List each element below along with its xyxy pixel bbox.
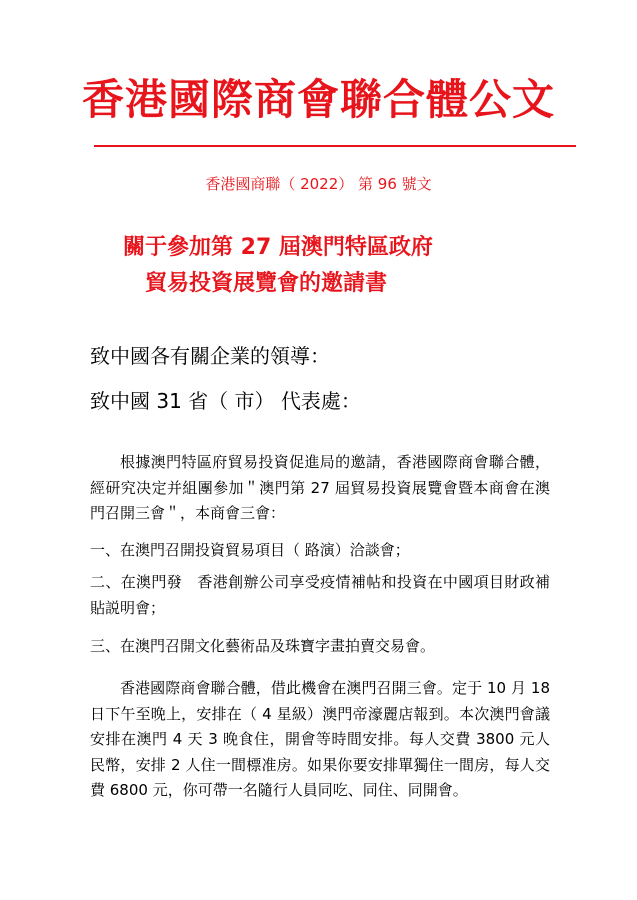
document-number: 香港國商聯（ 2022） 第 96 號文 [205,175,432,193]
agenda-item-2 [90,570,550,621]
agenda-item-3 [90,634,550,660]
subject-line-1: 關于參加第 27 屆澳門特區政府 [123,235,433,260]
agenda-item-1 [90,538,550,564]
agenda-item-text: 三、在澳門召開文化藝術品及珠寶字畫拍賣交易會。 [90,637,436,655]
intro-text: 根據澳門特區府貿易投資促進局的邀請，香港國際商會聯合體，經研究决定并組團參加＂澳門第 27 屆貿易投資展覽會暨本商會在澳門召開三會＂，本商會三會： [90,453,550,522]
agenda-item-text: 二、在澳門發 香港創辦公司享受疫情補帖和投資在中國項目財政補貼説明會； [90,573,550,617]
body-closing-paragraph [90,676,550,804]
body-intro-paragraph [90,450,550,527]
addressee-provinces: 致中國 31 省（ 市） 代表處： [90,389,361,413]
agenda-item-text: 一、在澳門召開投資貿易項目（ 路演）洽談會； [90,541,410,559]
header-divider [94,145,576,147]
organization-title: 香港國際商會聯合體公文 [81,75,555,124]
closing-text: 香港國際商會聯合體，借此機會在澳門召開三會。定于 10 月 18 日下午至晚上，安排在（ 4 星級）澳門帝濠麗店報到。本次澳門會議安排在澳門 4 天 3 晚食住，開會等時間安排。每人交費 3800 元人民幣，安排 2 人住一間標准房。如果你要安排單獨住一間房，每人交費 6800 元，你可帶一名隨行人員同吃、同住、同開會。 [90,679,550,799]
addressee-enterprises: 致中國各有關企業的領導： [90,344,330,368]
subject-line-2: 貿易投資展覽會的邀請書 [145,271,388,296]
document-subject [0,230,637,302]
